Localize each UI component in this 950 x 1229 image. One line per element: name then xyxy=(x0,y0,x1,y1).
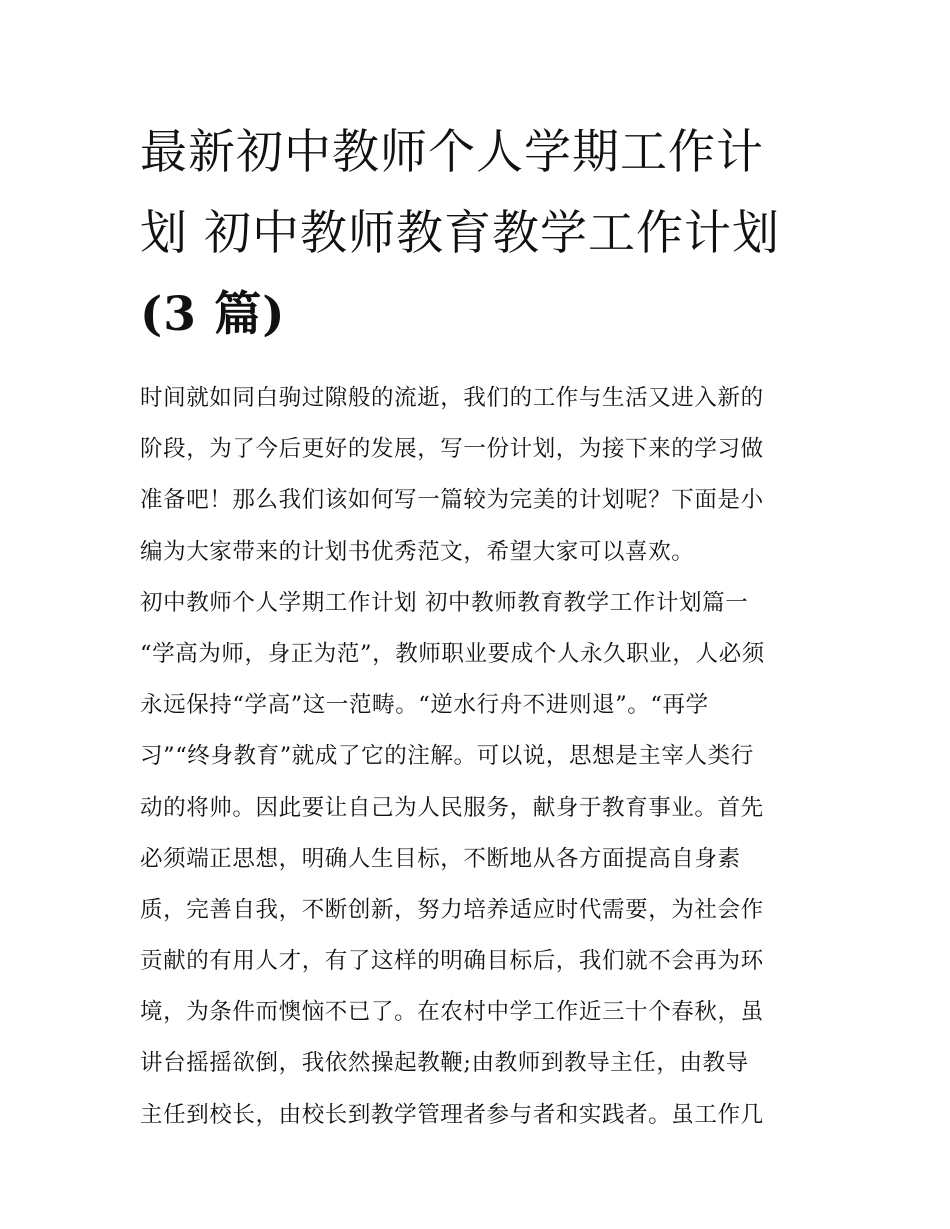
body-text-line: 永远保持“学高”这一范畴。“逆水行舟不进则退”。“再学 xyxy=(140,692,709,719)
title-line: 最新初中教师个人学期工作计 xyxy=(140,125,764,180)
body-text-line: 讲台摇摇欲倒，我依然操起教鞭;由教师到教导主任，由教导 xyxy=(140,1050,749,1077)
body-text-line: 主任到校长，由校长到教学管理者参与者和实践者。虽工作几 xyxy=(140,1101,764,1128)
body-text-line: 动的将帅。因此要让自己为人民服务，献身于教育事业。首先 xyxy=(140,794,764,821)
document-page xyxy=(140,112,812,1141)
body-text-line: 准备吧！那么我们该如何写一篇较为完美的计划呢？下面是小 xyxy=(140,487,764,514)
section-heading-line: 初中教师个人学期工作计划 初中教师教育教学工作计划篇一 xyxy=(140,589,749,616)
body-text-line: 编为大家带来的计划书优秀范文，希望大家可以喜欢。 xyxy=(140,538,695,565)
body-text-line: 阶段，为了今后更好的发展，写一份计划，为接下来的学习做 xyxy=(140,436,764,463)
title-line: 划 初中教师教育教学工作计划 xyxy=(140,206,780,261)
body-text-line: 境，为条件而懊恼不已了。在农村中学工作近三十个春秋，虽 xyxy=(140,999,764,1026)
body-text-line: 质，完善自我，不断创新，努力培养适应时代需要，为社会作 xyxy=(140,896,764,923)
title-line: (3 篇) xyxy=(140,287,286,342)
document-body xyxy=(140,373,812,1141)
document-title xyxy=(140,112,812,355)
body-text-line: 时间就如同白驹过隙般的流逝，我们的工作与生活又进入新的 xyxy=(140,385,764,411)
body-text-line: 习”“终身教育”就成了它的注解。可以说，思想是主宰人类行 xyxy=(140,743,754,770)
body-text-line: 贡献的有用人才，有了这样的明确目标后，我们就不会再为环 xyxy=(140,948,764,975)
body-text-line: 必须端正思想，明确人生目标，不断地从各方面提高自身素 xyxy=(140,845,741,872)
body-text-line: “学高为师，身正为范”，教师职业要成个人永久职业，人必须 xyxy=(140,640,765,667)
